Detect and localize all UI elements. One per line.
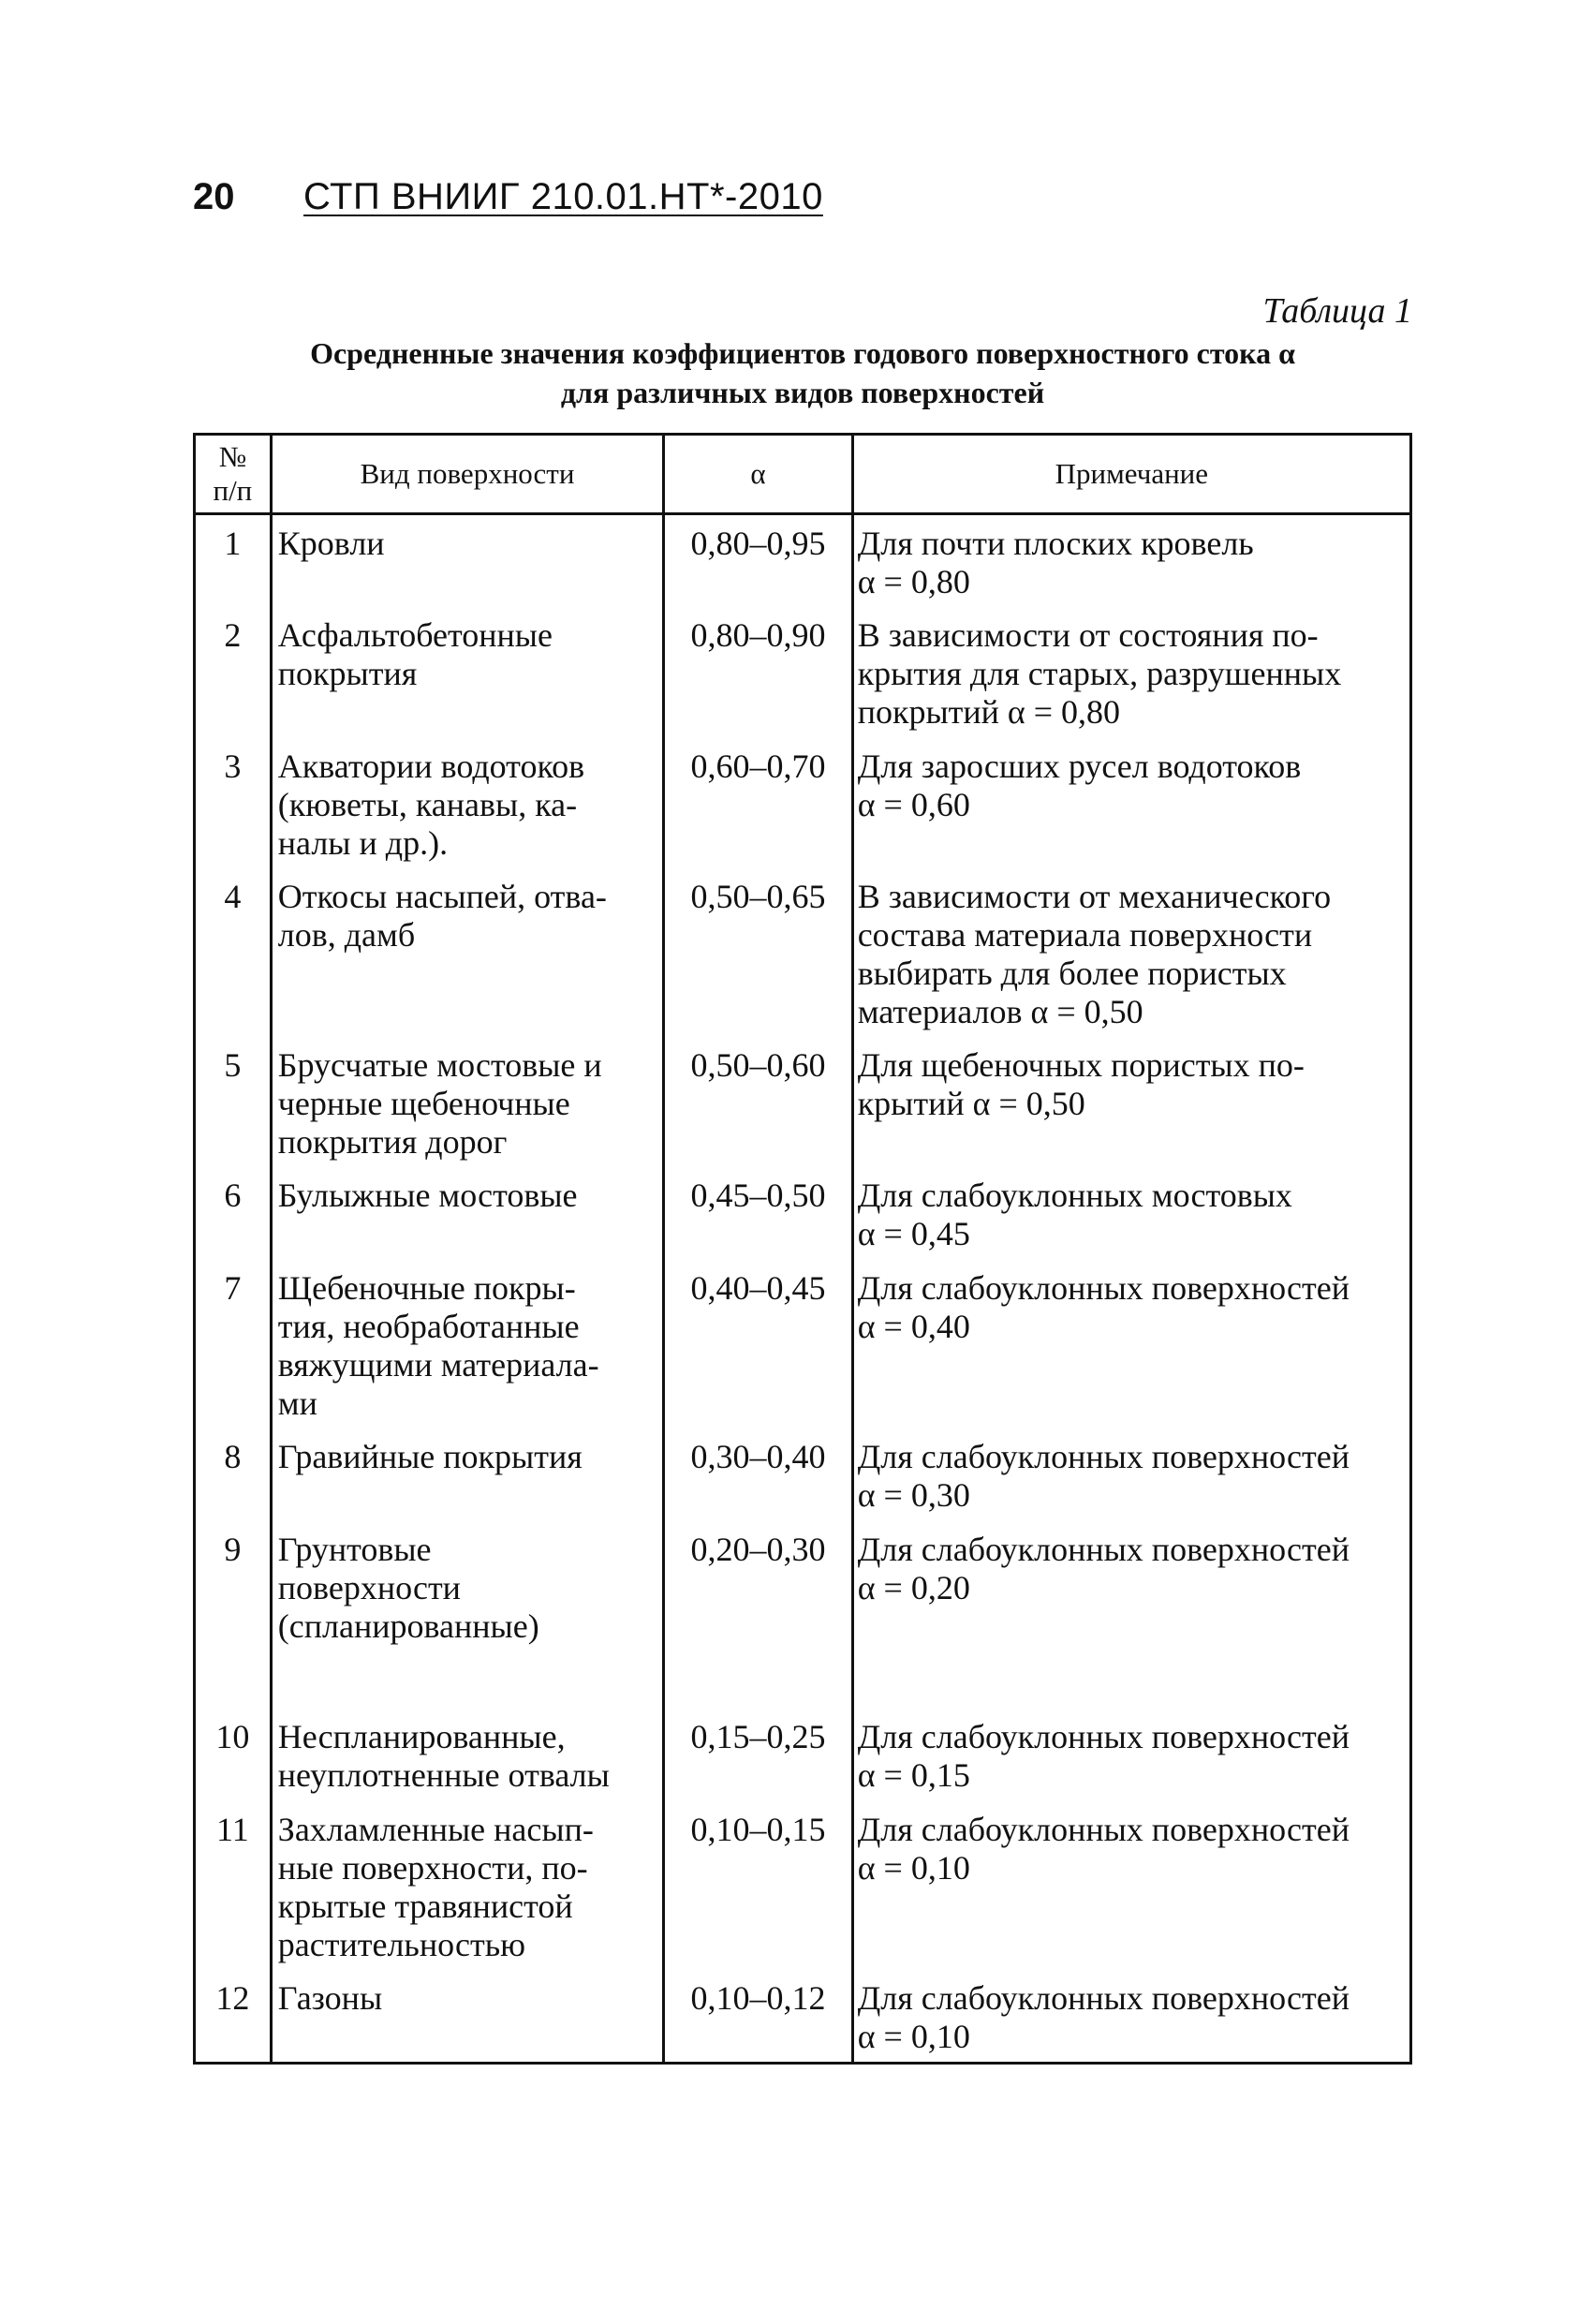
surface-type: Неспланированные, неуплотненные отвалы [271,1709,664,1801]
table-row [195,1801,1411,1970]
row-number: 11 [195,1801,272,1970]
table-row [195,1428,1411,1521]
alpha-range: 0,50–0,60 [664,1037,852,1167]
note: Для слабоуклонных мостовых α = 0,45 [852,1167,1410,1260]
surface-type: Брусчатые мостовые и черные щебеночные покрытия дорог [271,1037,664,1167]
note: Для слабоуклонных поверхностей α = 0,40 [852,1260,1410,1428]
page-number: 20 [193,176,235,217]
surface-type: Грунтовые поверхности (спланированные) [271,1521,664,1709]
row-number: 8 [195,1428,272,1521]
surface-type: Гравийные покрытия [271,1428,664,1521]
table-row [195,1167,1411,1260]
alpha-range: 0,30–0,40 [664,1428,852,1521]
note: Для щебеночных пористых по- крытий α = 0,50 [852,1037,1410,1167]
coefficients-table [193,433,1412,2065]
alpha-range: 0,50–0,65 [664,868,852,1037]
alpha-range: 0,10–0,15 [664,1801,852,1970]
row-number: 10 [195,1709,272,1801]
note: Для слабоуклонных поверхностей α = 0,20 [852,1521,1410,1709]
alpha-range: 0,15–0,25 [664,1709,852,1801]
page-header [193,176,823,218]
note: Для слабоуклонных поверхностей α = 0,30 [852,1428,1410,1521]
column-header-note: Примечание [852,435,1410,514]
surface-type: Откосы насыпей, отва- лов, дамб [271,868,664,1037]
document-code: СТП ВНИИГ 210.01.НТ*-2010 [303,176,823,217]
table-row [195,514,1411,607]
note: Для заросших русел водотоков α = 0,60 [852,738,1410,868]
table-row [195,607,1411,738]
table-header-row [195,435,1411,514]
row-number: 2 [195,607,272,738]
alpha-range: 0,80–0,90 [664,607,852,738]
column-header-number-line-2: п/п [213,474,253,507]
note: В зависимости от механического состава материала поверхности выбирать для более пористых материалов α = 0,50 [852,868,1410,1037]
alpha-range: 0,80–0,95 [664,514,852,607]
column-header-number [195,435,272,514]
note: В зависимости от состояния по- крытия для старых, разрушенных покрытий α = 0,80 [852,607,1410,738]
surface-type: Кровли [271,514,664,607]
surface-type: Булыжные мостовые [271,1167,664,1260]
column-header-surface-type: Вид поверхности [271,435,664,514]
table-row [195,738,1411,868]
table-row [195,1260,1411,1428]
alpha-range: 0,20–0,30 [664,1521,852,1709]
alpha-range: 0,40–0,45 [664,1260,852,1428]
table-title-line-2: для различных видов поверхностей [560,376,1045,409]
alpha-range: 0,60–0,70 [664,738,852,868]
row-number: 5 [195,1037,272,1167]
note: Для слабоуклонных поверхностей α = 0,15 [852,1709,1410,1801]
table-title [193,333,1412,412]
surface-type: Акватории водотоков (кюветы, канавы, ка- налы и др.). [271,738,664,868]
row-number: 7 [195,1260,272,1428]
note: Для почти плоских кровель α = 0,80 [852,514,1410,607]
alpha-range: 0,45–0,50 [664,1167,852,1260]
surface-type: Газоны [271,1970,664,2064]
table-label: Таблица 1 [1262,291,1412,331]
table-row [195,1521,1411,1709]
alpha-range: 0,10–0,12 [664,1970,852,2064]
table-row [195,1970,1411,2064]
table-row [195,1037,1411,1167]
surface-type: Захламленные насып- ные поверхности, по- крытые травянистой растительностью [271,1801,664,1970]
row-number: 3 [195,738,272,868]
table-row [195,1709,1411,1801]
surface-type: Щебеночные покры- тия, необработанные вяжущими материала- ми [271,1260,664,1428]
note: Для слабоуклонных поверхностей α = 0,10 [852,1970,1410,2064]
row-number: 9 [195,1521,272,1709]
table-row [195,868,1411,1037]
surface-type: Асфальтобетонные покрытия [271,607,664,738]
table-title-line-1: Осредненные значения коэффициентов годового поверхностного стока α [310,336,1295,370]
row-number: 1 [195,514,272,607]
column-header-alpha: α [664,435,852,514]
row-number: 6 [195,1167,272,1260]
row-number: 12 [195,1970,272,2064]
column-header-number-line-1: № [218,440,247,473]
note: Для слабоуклонных поверхностей α = 0,10 [852,1801,1410,1970]
row-number: 4 [195,868,272,1037]
